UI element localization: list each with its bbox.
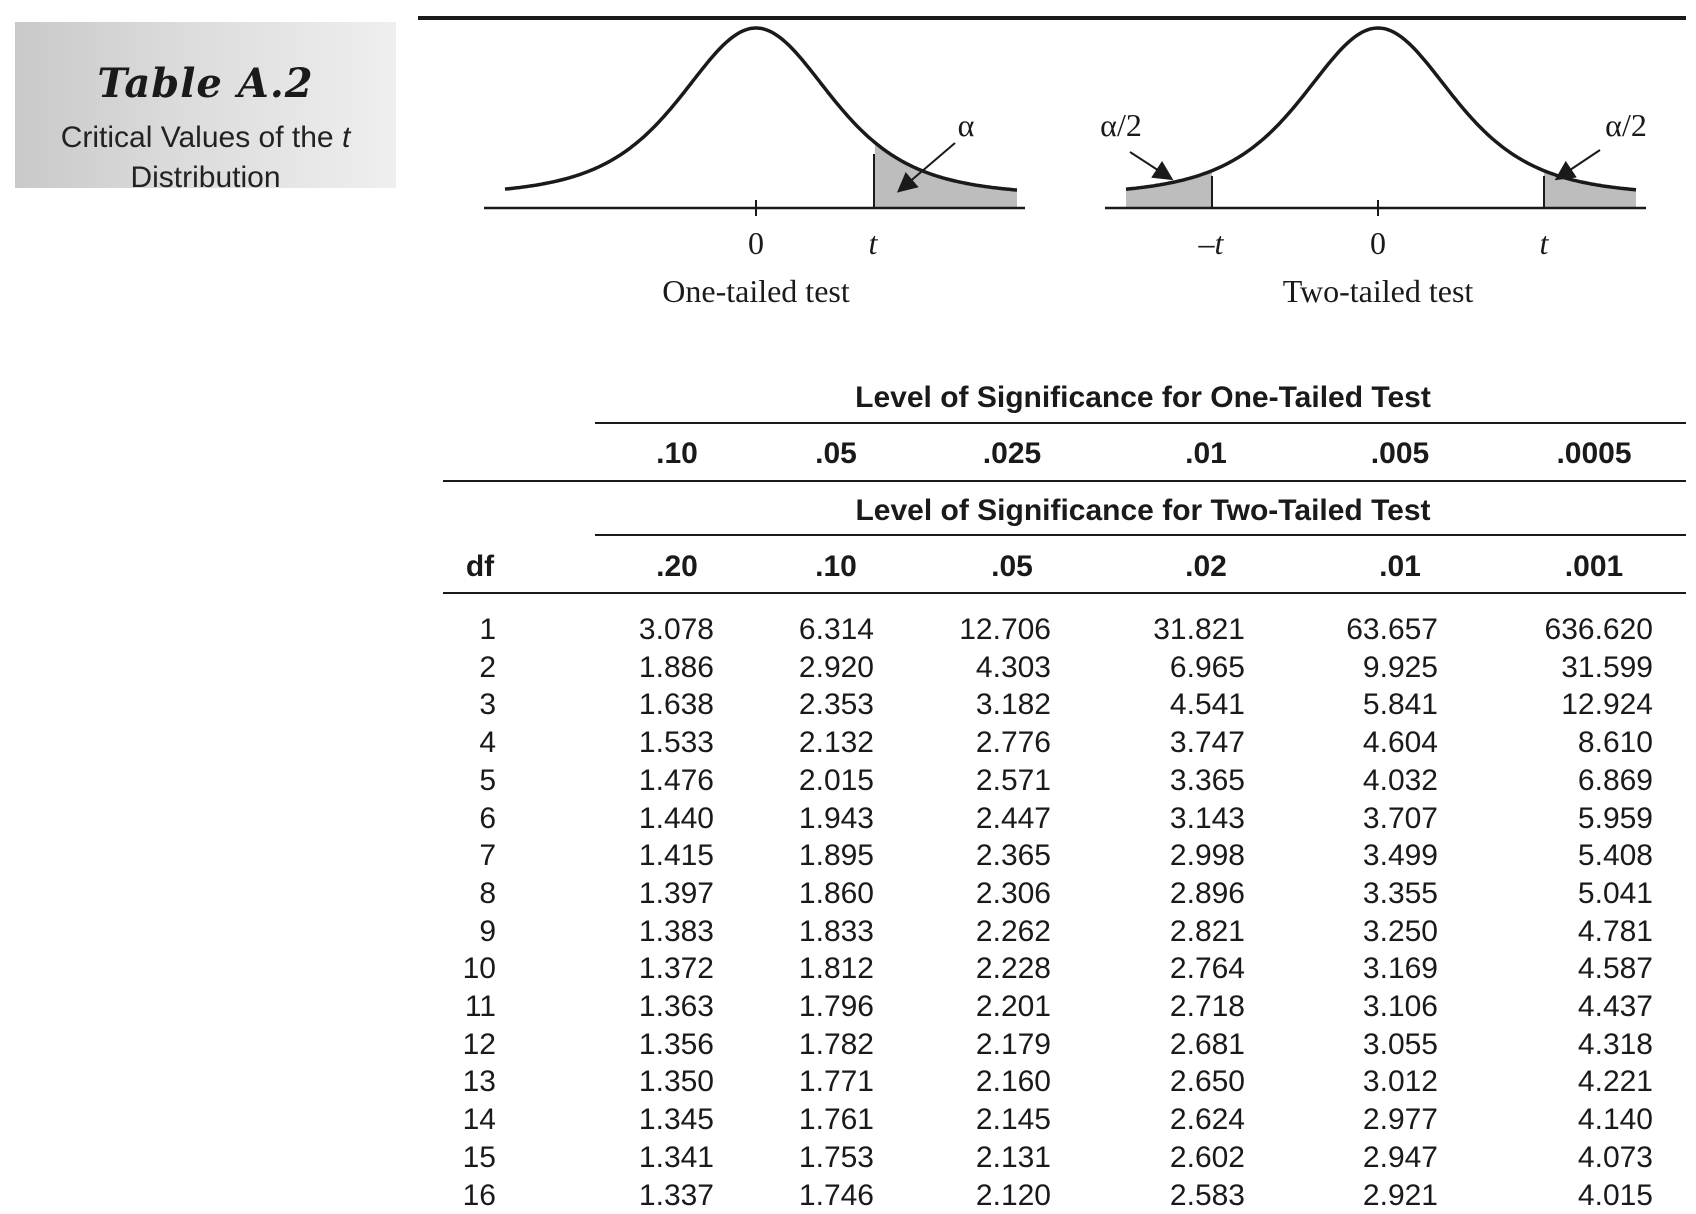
two-tailed-neg-t-label: –t [1198, 225, 1224, 261]
two-tailed-level: .05 [991, 550, 1033, 583]
table-cell: 3.055 [1362, 1028, 1438, 1061]
table-cell: 4.437 [1577, 990, 1653, 1023]
table-cell: 1.796 [798, 990, 874, 1023]
table-cell: 3.169 [1362, 952, 1438, 985]
one-tailed-heading-rule [595, 422, 1686, 424]
table-cell: 3.106 [1362, 990, 1438, 1023]
table-cell: 2.681 [1169, 1028, 1245, 1061]
table-cell: 3.182 [975, 688, 1051, 721]
table-cell: 1.476 [638, 764, 714, 797]
df-header: df [465, 550, 495, 583]
table-cell: 2.131 [975, 1141, 1051, 1174]
table-cell: 2.132 [798, 726, 874, 759]
one-tailed-level: .01 [1185, 437, 1227, 470]
table-cell: 2.145 [975, 1103, 1051, 1136]
table-cell: 4.318 [1577, 1028, 1653, 1061]
table-cell: 2.602 [1169, 1141, 1245, 1174]
df-cell: 6 [479, 802, 496, 835]
table-cell: 2.120 [975, 1179, 1051, 1212]
table-cell: 4.587 [1577, 952, 1653, 985]
one-tailed-level: .005 [1370, 437, 1430, 470]
table-cell: 1.383 [638, 915, 714, 948]
table-cell: 1.753 [798, 1141, 874, 1174]
table-cell: 12.924 [1561, 688, 1653, 721]
table-cell: 3.143 [1169, 802, 1245, 835]
table-cell: 4.303 [975, 651, 1051, 684]
table-cell: 1.341 [638, 1141, 714, 1174]
two-tailed-level: .02 [1185, 550, 1227, 583]
df-cell: 13 [462, 1065, 496, 1098]
table-cell: 2.764 [1169, 952, 1245, 985]
one-tailed-t-label: t [868, 225, 878, 261]
two-tailed-level: .001 [1564, 550, 1624, 583]
two-tailed-left-alpha-label: α/2 [1100, 107, 1142, 143]
table-cell: 4.015 [1577, 1179, 1653, 1212]
table-cell: 5.959 [1577, 802, 1653, 835]
table-cell: 3.078 [638, 613, 714, 646]
table-cell: 2.947 [1362, 1141, 1438, 1174]
table-cell: 4.781 [1577, 915, 1653, 948]
one-tailed-alpha-label: α [957, 107, 975, 143]
table-cell: 6.965 [1169, 651, 1245, 684]
two-tailed-level: .10 [815, 550, 857, 583]
table-cell: 31.599 [1561, 651, 1653, 684]
table-cell: 2.571 [975, 764, 1051, 797]
table-cell: 2.896 [1169, 877, 1245, 910]
table-cell: 4.221 [1577, 1065, 1653, 1098]
df-cell: 12 [462, 1028, 496, 1061]
table-cell: 2.921 [1362, 1179, 1438, 1212]
table-cell: 1.771 [798, 1065, 874, 1098]
table-cell: 1.782 [798, 1028, 874, 1061]
subtitle-pre: Critical Values of the [60, 121, 334, 154]
table-cell: 2.447 [975, 802, 1051, 835]
one-tailed-level: .0005 [1556, 437, 1632, 470]
table-cell: 4.604 [1362, 726, 1438, 759]
table-cell: 1.356 [638, 1028, 714, 1061]
table-cell: 1.350 [638, 1065, 714, 1098]
one-tailed-level: .10 [656, 437, 698, 470]
subtitle-post: Distribution [130, 161, 281, 194]
df-cell: 3 [479, 688, 496, 721]
table-cell: 1.363 [638, 990, 714, 1023]
table-cell: 3.499 [1362, 839, 1438, 872]
table-cell: 6.869 [1577, 764, 1653, 797]
table-cell: 1.812 [798, 952, 874, 985]
table-cell: 2.583 [1169, 1179, 1245, 1212]
df-cell: 11 [464, 990, 496, 1023]
table-cell: 5.041 [1577, 877, 1653, 910]
table-cell: 3.012 [1362, 1065, 1438, 1098]
table-cell: 2.353 [798, 688, 874, 721]
table-cell: 8.610 [1577, 726, 1653, 759]
table-cell: 2.650 [1169, 1065, 1245, 1098]
one-tailed-levels-rule [443, 480, 1686, 482]
table-cell: 2.201 [975, 990, 1051, 1023]
table-cell: 6.314 [798, 613, 874, 646]
df-cell: 7 [479, 839, 496, 872]
df-cell: 1 [479, 613, 496, 646]
table-cell: 4.140 [1577, 1103, 1653, 1136]
table-cell: 5.841 [1362, 688, 1438, 721]
table-cell: 4.032 [1362, 764, 1438, 797]
table-cell: 1.415 [638, 839, 714, 872]
table-cell: 2.821 [1169, 915, 1245, 948]
table-cell: 2.179 [975, 1028, 1051, 1061]
table-cell: 3.355 [1362, 877, 1438, 910]
table-cell: 4.073 [1577, 1141, 1653, 1174]
table-cell: 3.707 [1362, 802, 1438, 835]
one-tailed-caption: One-tailed test [662, 273, 850, 309]
df-cell: 2 [479, 651, 496, 684]
two-tailed-heading: Level of Significance for Two-Tailed Test [855, 494, 1431, 527]
two-tailed-caption: Two-tailed test [1282, 273, 1474, 309]
df-cell: 15 [462, 1141, 496, 1174]
df-cell: 8 [479, 877, 496, 910]
table-cell: 1.943 [798, 802, 874, 835]
table-cell: 2.306 [975, 877, 1051, 910]
one-tailed-level: .025 [982, 437, 1042, 470]
table-cell: 3.747 [1169, 726, 1245, 759]
table-cell: 5.408 [1577, 839, 1653, 872]
table-cell: 31.821 [1153, 613, 1245, 646]
df-cell: 5 [479, 764, 496, 797]
df-cell: 9 [479, 915, 496, 948]
two-tailed-heading-rule [595, 534, 1686, 536]
table-cell: 1.337 [638, 1179, 714, 1212]
table-cell: 1.833 [798, 915, 874, 948]
table-cell: 1.895 [798, 839, 874, 872]
df-cell: 16 [462, 1179, 496, 1212]
two-tailed-level: .01 [1379, 550, 1421, 583]
table-cell: 63.657 [1346, 613, 1438, 646]
table-cell: 2.160 [975, 1065, 1051, 1098]
table-cell: 2.015 [798, 764, 874, 797]
one-tailed-heading: Level of Significance for One-Tailed Test [855, 381, 1431, 414]
df-cell: 4 [479, 726, 496, 759]
table-cell: 1.345 [638, 1103, 714, 1136]
table-cell: 3.365 [1169, 764, 1245, 797]
table-cell: 3.250 [1362, 915, 1438, 948]
table-cell: 2.977 [1362, 1103, 1438, 1136]
two-tailed-t-label: t [1539, 225, 1549, 261]
table-cell: 1.638 [638, 688, 714, 721]
table-cell: 1.860 [798, 877, 874, 910]
table-cell: 2.228 [975, 952, 1051, 985]
table-cell: 2.920 [798, 651, 874, 684]
two-tailed-right-alpha-label: α/2 [1605, 107, 1647, 143]
table-cell: 1.533 [638, 726, 714, 759]
table-cell: 1.397 [638, 877, 714, 910]
df-cell: 10 [462, 952, 496, 985]
df-cell: 14 [462, 1103, 496, 1136]
table-cell: 636.620 [1544, 613, 1653, 646]
table-cell: 1.746 [798, 1179, 874, 1212]
table-cell: 1.440 [638, 802, 714, 835]
table-cell: 1.761 [798, 1103, 874, 1136]
table-cell: 4.541 [1169, 688, 1245, 721]
table-cell: 1.372 [638, 952, 714, 985]
table-cell: 2.624 [1169, 1103, 1245, 1136]
table-label: Table A.2 [97, 60, 314, 107]
table-cell: 1.886 [638, 651, 714, 684]
table-cell: 2.262 [975, 915, 1051, 948]
table-cell: 9.925 [1362, 651, 1438, 684]
subtitle-var: t [341, 121, 351, 154]
table-cell: 2.718 [1169, 990, 1245, 1023]
table-cell: 2.776 [975, 726, 1051, 759]
one-tailed-zero-label: 0 [748, 225, 764, 261]
two-tailed-zero-label: 0 [1370, 225, 1386, 261]
header-bottom-rule [443, 592, 1686, 594]
table-cell: 12.706 [959, 613, 1051, 646]
table-cell: 2.365 [975, 839, 1051, 872]
two-tailed-level: .20 [656, 550, 698, 583]
one-tailed-level: .05 [815, 437, 857, 470]
table-cell: 2.998 [1169, 839, 1245, 872]
